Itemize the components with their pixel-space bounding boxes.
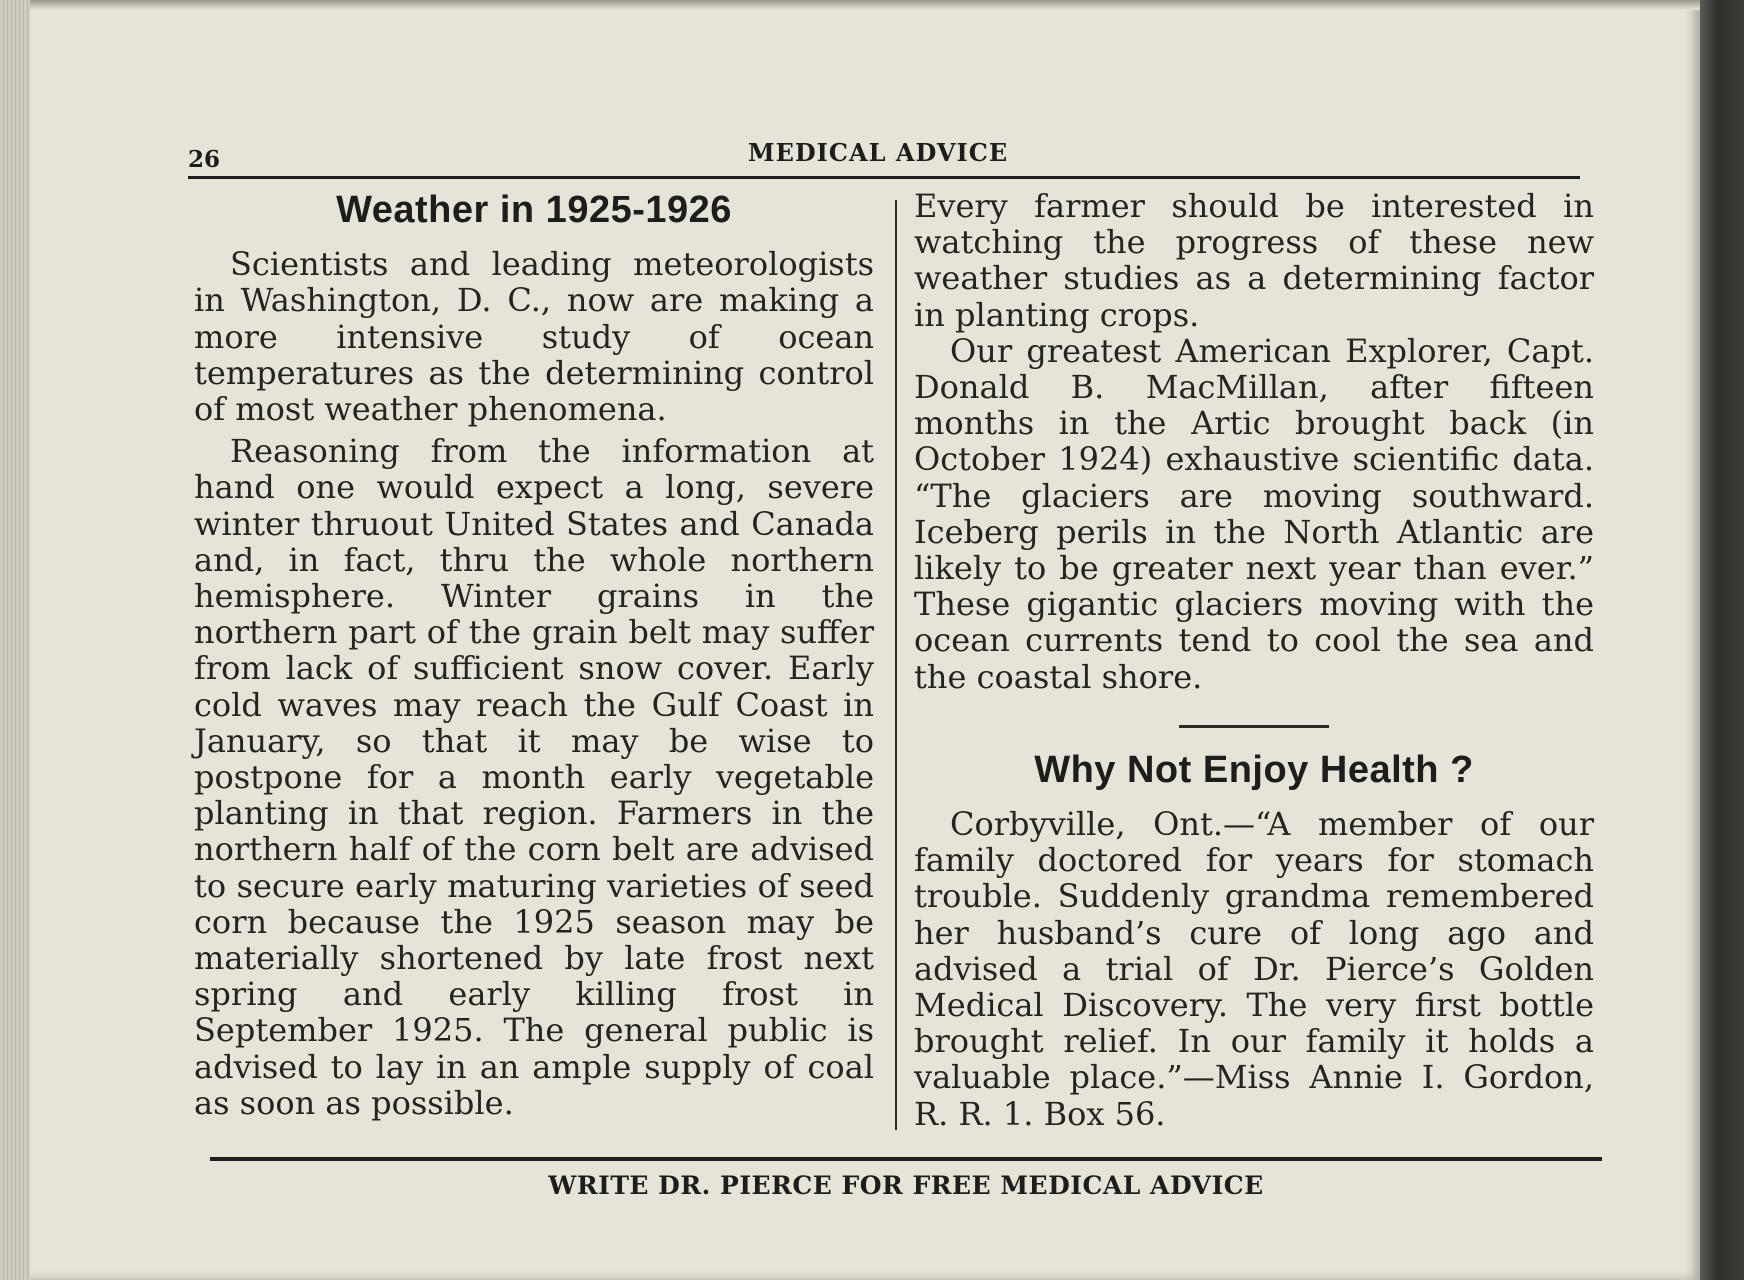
page-stack-edge — [0, 0, 30, 1280]
testimonial-paragraph: Corbyville, Ont.—“A member of our family doctored for years for stomach trouble. Suddenly grandma remembered her husband’s cure of long ago and advised a trial of Dr. Pierce’s Golden Medical Discovery. The very first bottle brought relief. In our family it holds a valuable place.”—Miss Annie I. Gordon, R. R. 1. Box 56. — [914, 805, 1594, 1133]
page-top-edge — [0, 0, 1700, 10]
page-footer — [210, 1157, 1602, 1211]
page-number: 26 — [188, 146, 221, 173]
paragraph: Scientists and leading meteorologists in Washington, D. C., now are making a more intensive study of ocean temperatures as the determining control of most weather phenomena. — [194, 245, 874, 429]
left-column — [194, 188, 874, 1121]
article-title-weather: Weather in 1925-1926 — [336, 189, 732, 231]
paragraph: Our greatest American Explorer, Capt. Donald B. MacMillan, after fifteen months in the Artic brought back (in October 1924) exhaustive scientific data. “The glaciers are moving southward. Iceberg perils in the North Atlantic are likely to be greater next year than ever.” These gigantic glaciers moving with the ocean currents tend to cool the sea and the coastal shore. — [914, 331, 1594, 696]
page-header — [188, 136, 1580, 179]
book-binding — [1700, 0, 1744, 1280]
paragraph: Every farmer should be interested in watching the progress of these new weather studies as a determining factor in planting crops. — [914, 187, 1594, 334]
article-title-health: Why Not Enjoy Health ? — [1034, 748, 1474, 791]
footer-text: WRITE DR. PIERCE FOR FREE MEDICAL ADVICE — [548, 1171, 1264, 1200]
paragraph: Reasoning from the information at hand one would expect a long, severe winter thruout United States and Canada and, in fact, thru the whole northern hemisphere. Winter grains in the northern part of the grain belt may suffer from lack of sufficient snow cover. Early cold waves may reach the Gulf Coast in January, so that it may be wise to postpone for a month early vegetable planting in that region. Farmers in the northern half of the corn belt are advised to secure early maturing varieties of seed corn because the 1925 season may be materially shortened by late frost next spring and early killing frost in September 1925. The general public is advised to lay in an ample supply of coal as soon as possible. — [194, 432, 874, 1122]
running-head: MEDICAL ADVICE — [748, 138, 1009, 167]
section-separator — [1179, 725, 1329, 728]
right-column — [914, 188, 1594, 1132]
column-divider — [895, 200, 897, 1130]
